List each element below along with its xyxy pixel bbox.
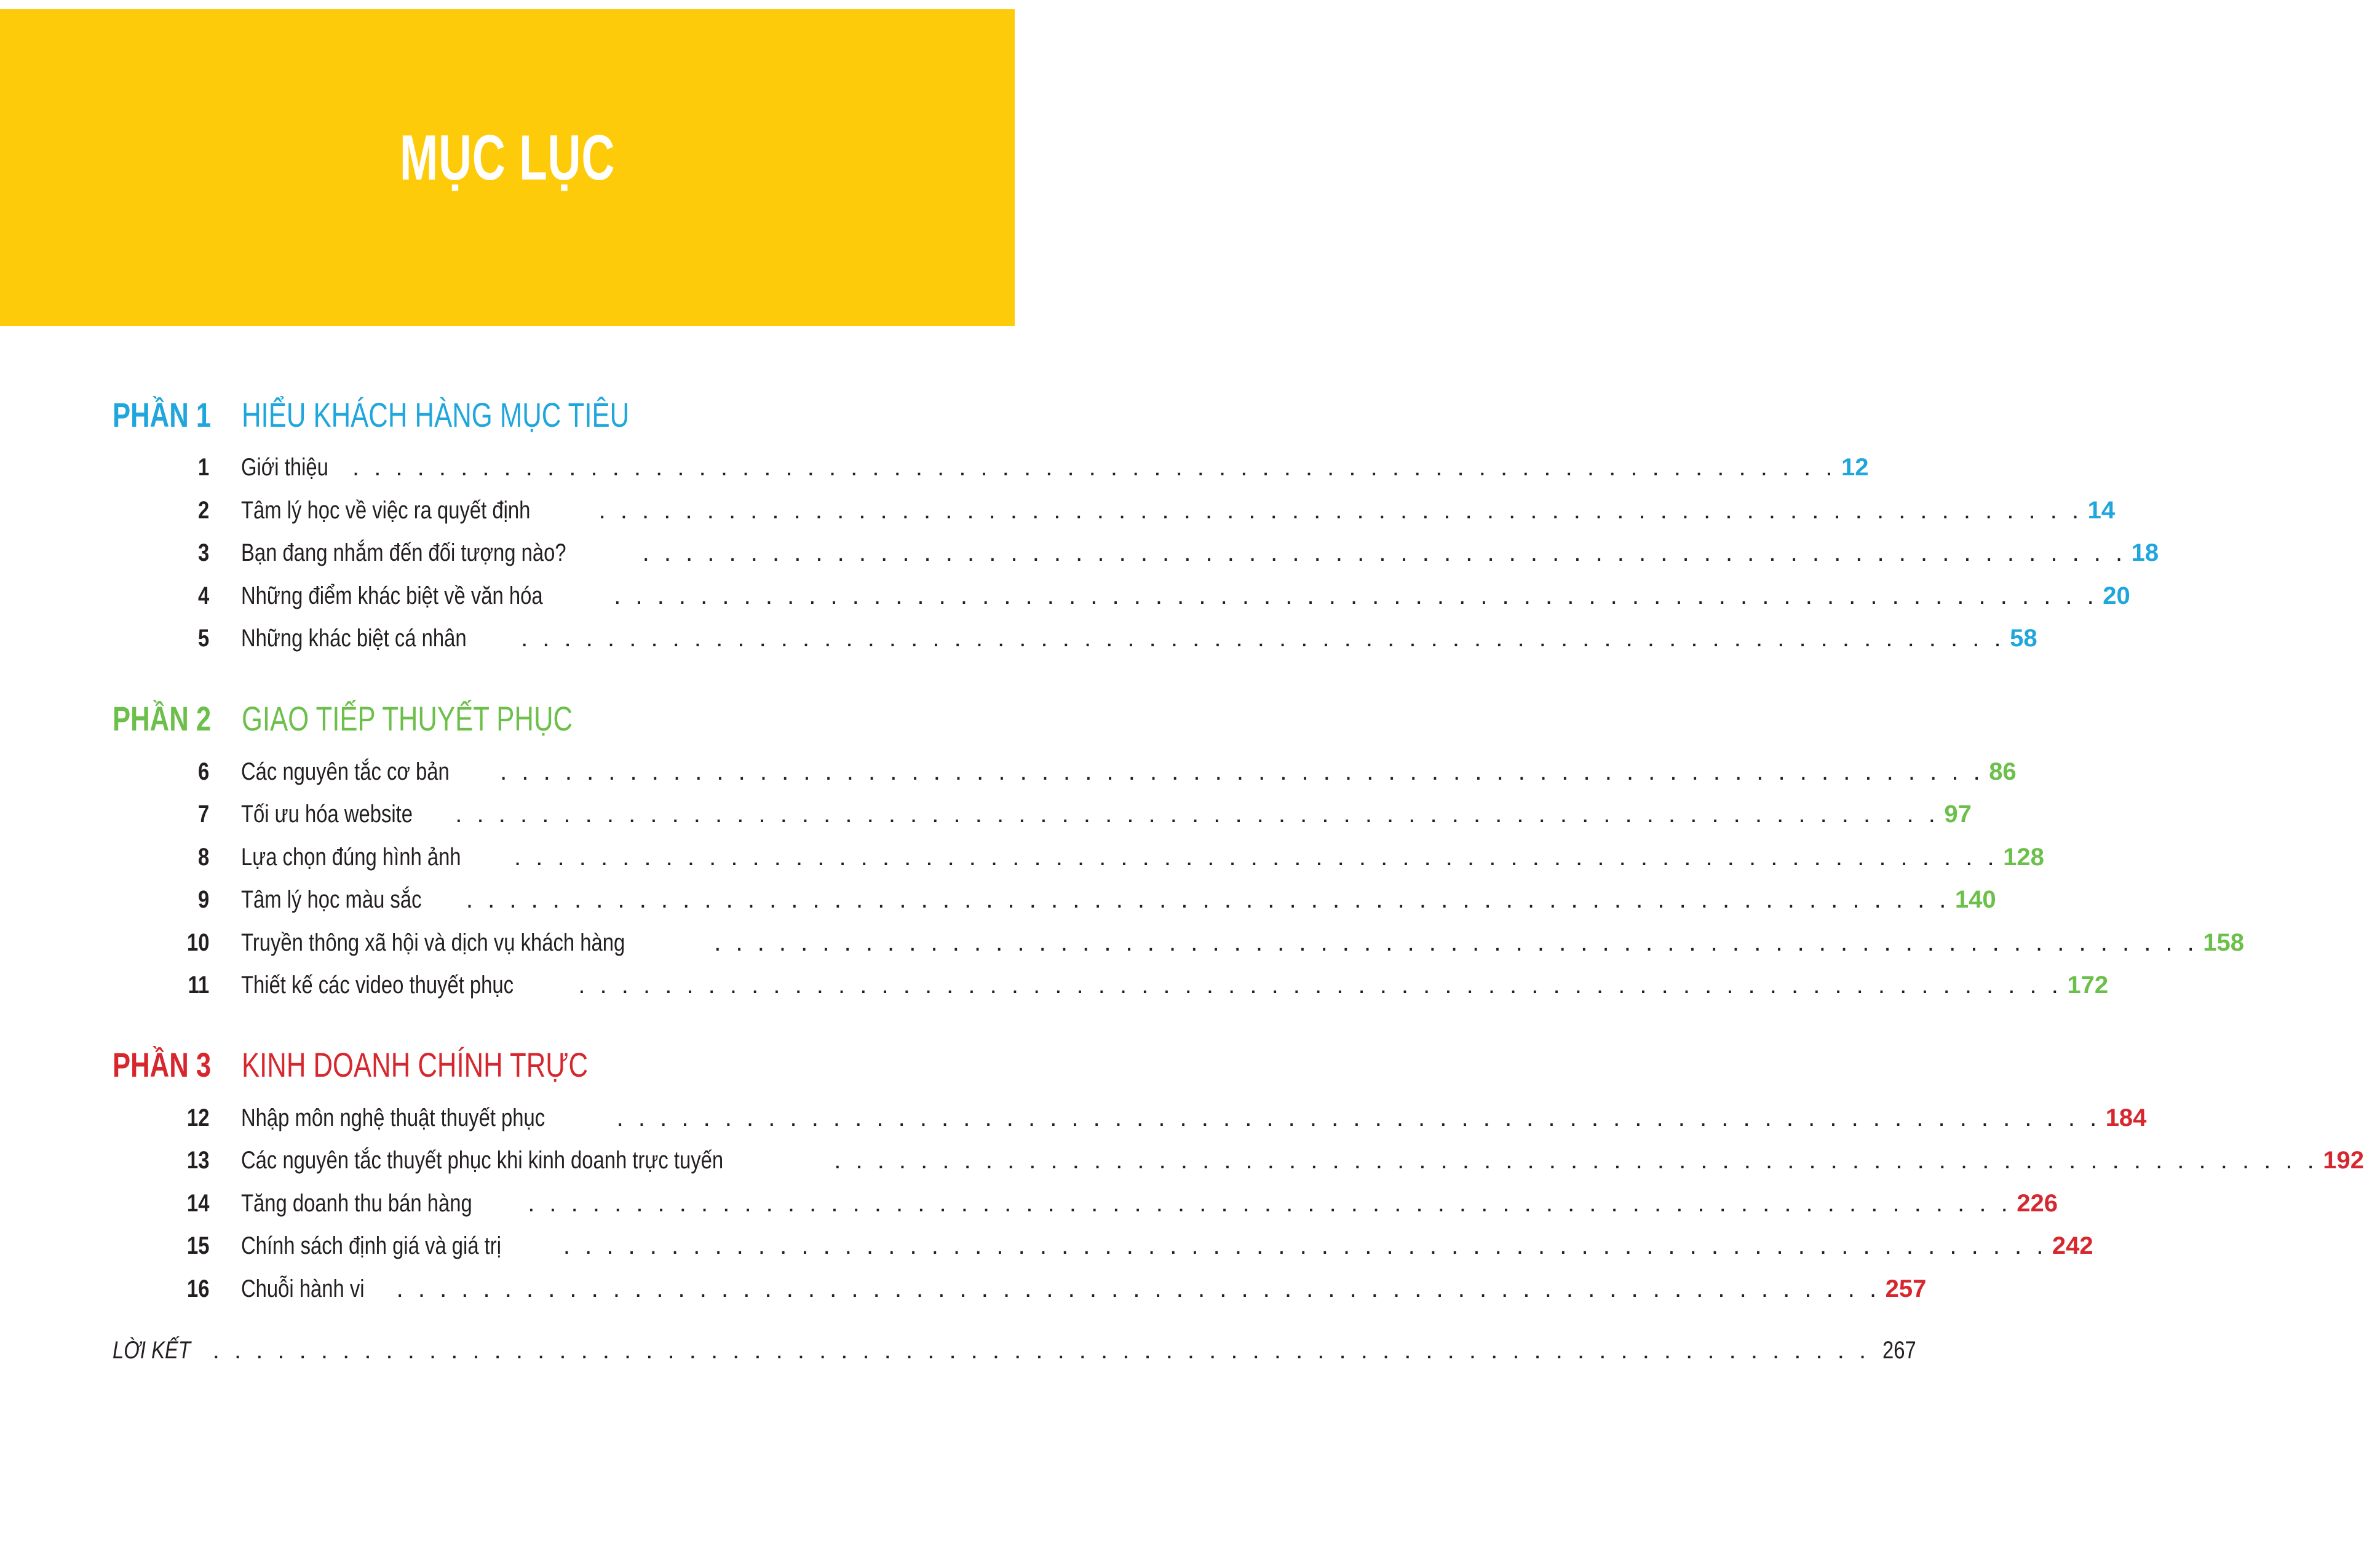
leader-dots: . . . . . . . . . . . . . . . . . . . . . . . . . . . . . . . . . . . . . . . . . . . . . . . . . . . . . . . . . . . . . . . . . . . . . bbox=[563, 1232, 2047, 1259]
chapter-number: 11 bbox=[188, 972, 209, 999]
part-2-heading bbox=[113, 697, 666, 740]
chapter-title: Tăng doanh thu bán hàng bbox=[241, 1190, 472, 1217]
part-3-heading bbox=[113, 1043, 686, 1087]
toc-entry[interactable] bbox=[0, 754, 2017, 789]
toc-entry[interactable] bbox=[0, 1186, 2058, 1221]
page-number: 184 bbox=[2105, 1104, 2147, 1131]
part-label: PHẦN 1 bbox=[113, 395, 212, 434]
toc-entry[interactable] bbox=[0, 1272, 1927, 1306]
page-number: 20 bbox=[2103, 582, 2130, 609]
leader-dots: . . . . . . . . . . . . . . . . . . . . . . . . . . . . . . . . . . . . . . . . . . . . . . . . . . . . . . . . . . . . . . . . . . . . . bbox=[578, 972, 2063, 999]
chapter-number: 13 bbox=[186, 1147, 209, 1174]
toc-entry[interactable] bbox=[0, 536, 2159, 570]
chapter-title: Tâm lý học về việc ra quyết định bbox=[241, 497, 531, 524]
chapter-title: Thiết kế các video thuyết phục bbox=[241, 972, 514, 999]
leader-dots: . . . . . . . . . . . . . . . . . . . . . . . . . . . . . . . . . . . . . . . . . . . . . . . . . . . . . . . . . . . . . . . . . . . . . bbox=[598, 497, 2083, 524]
chapter-title: Chuỗi hành vi bbox=[241, 1275, 365, 1302]
part-label: PHẦN 3 bbox=[113, 1045, 212, 1084]
toc-entry[interactable] bbox=[0, 493, 2116, 528]
toc-entry[interactable] bbox=[0, 925, 2245, 960]
chapter-number: 7 bbox=[197, 801, 209, 828]
leader-dots: . . . . . . . . . . . . . . . . . . . . . . . . . . . . . . . . . . . . . . . . . . . . . . . . . . . . . . . . . . . . . . . . . . . . . bbox=[521, 625, 2005, 652]
chapter-number: 10 bbox=[186, 929, 209, 956]
leader-dots: . . . . . . . . . . . . . . . . . . . . . . . . . . . . . . . . . . . . . . . . . . . . . . . . . . . . . . . . . . . . . . . . . . . . . bbox=[514, 844, 1999, 871]
leader-dots: . . . . . . . . . . . . . . . . . . . . . . . . . . . . . . . . . . . . . . . . . . . . . . . . . . . . . . . . . . . . . . . . . . . . . bbox=[352, 454, 1836, 481]
page-number: 12 bbox=[1841, 454, 1869, 481]
toc-entry[interactable] bbox=[0, 450, 1869, 485]
leader-dots: . . . . . . . . . . . . . . . . . . . . . . . . . . . . . . . . . . . . . . . . . . . . . . . . . . . . . . . . . . . . . . . . . . . . . . . . . . . . . bbox=[212, 1337, 1870, 1364]
page-number: 242 bbox=[2052, 1232, 2093, 1259]
leader-dots: . . . . . . . . . . . . . . . . . . . . . . . . . . . . . . . . . . . . . . . . . . . . . . . . . . . . . . . . . . . . . . . . . . . . . bbox=[528, 1190, 2012, 1217]
leader-dots: . . . . . . . . . . . . . . . . . . . . . . . . . . . . . . . . . . . . . . . . . . . . . . . . . . . . . . . . . . . . . . . . . . . . . bbox=[642, 539, 2127, 566]
leader-dots: . . . . . . . . . . . . . . . . . . . . . . . . . . . . . . . . . . . . . . . . . . . . . . . . . . . . . . . . . . . . . . . . . . . . . bbox=[455, 801, 1940, 828]
chapter-number: 15 bbox=[186, 1232, 209, 1259]
chapter-title: Những khác biệt cá nhân bbox=[241, 625, 467, 652]
toc-entry[interactable] bbox=[0, 1143, 2364, 1178]
toc-entry[interactable] bbox=[0, 797, 1972, 831]
page-number: 14 bbox=[2087, 497, 2116, 524]
chapter-title: Tối ưu hóa website bbox=[241, 801, 413, 828]
chapter-title: Lựa chọn đúng hình ảnh bbox=[241, 844, 461, 871]
leader-dots: . . . . . . . . . . . . . . . . . . . . . . . . . . . . . . . . . . . . . . . . . . . . . . . . . . . . . . . . . . . . . . . . . . . . . bbox=[616, 1104, 2101, 1131]
leader-dots: . . . . . . . . . . . . . . . . . . . . . . . . . . . . . . . . . . . . . . . . . . . . . . . . . . . . . . . . . . . . . . . . . . . . . bbox=[614, 582, 2098, 609]
page-number: 192 bbox=[2323, 1147, 2364, 1174]
page-number: 97 bbox=[1944, 801, 1972, 828]
part-title: HIỂU KHÁCH HÀNG MỤC TIÊU bbox=[242, 395, 630, 434]
page-number: 58 bbox=[2010, 625, 2037, 652]
page-number: 18 bbox=[2131, 539, 2159, 566]
chapter-title: Tâm lý học màu sắc bbox=[241, 886, 422, 913]
chapter-title: Các nguyên tắc thuyết phục khi kinh doanh trực tuyến bbox=[241, 1147, 724, 1174]
toc-entry[interactable] bbox=[0, 882, 1996, 917]
toc-entry[interactable] bbox=[0, 1229, 2093, 1263]
toc-entry[interactable] bbox=[0, 1101, 2147, 1135]
page-number: 128 bbox=[2003, 844, 2044, 871]
chapter-title: Bạn đang nhắm đến đối tượng nào? bbox=[241, 539, 566, 566]
page-title: MỤC LỤC bbox=[399, 122, 616, 194]
chapter-number: 14 bbox=[186, 1190, 209, 1217]
part-1-heading bbox=[113, 394, 739, 437]
page-number: 226 bbox=[2017, 1190, 2058, 1217]
chapter-number: 8 bbox=[197, 844, 209, 871]
toc-entry[interactable] bbox=[0, 968, 2109, 1002]
page-number: 267 bbox=[1882, 1337, 1916, 1364]
chapter-number: 12 bbox=[186, 1104, 209, 1131]
page-number: 158 bbox=[2203, 929, 2245, 956]
leader-dots: . . . . . . . . . . . . . . . . . . . . . . . . . . . . . . . . . . . . . . . . . . . . . . . . . . . . . . . . . . . . . . . . . . . . . bbox=[396, 1275, 1881, 1302]
page-number: 140 bbox=[1954, 886, 1996, 913]
page-number: 172 bbox=[2067, 972, 2109, 999]
part-label: PHẦN 2 bbox=[113, 699, 212, 738]
leader-dots: . . . . . . . . . . . . . . . . . . . . . . . . . . . . . . . . . . . . . . . . . . . . . . . . . . . . . . . . . . . . . . . . . . . . . bbox=[500, 758, 1985, 785]
chapter-number: 16 bbox=[186, 1275, 209, 1302]
page-number: 257 bbox=[1885, 1275, 1927, 1302]
toc-entry[interactable] bbox=[0, 840, 2044, 874]
part-title: KINH DOANH CHÍNH TRỰC bbox=[242, 1045, 589, 1084]
chapter-number: 5 bbox=[197, 625, 209, 652]
chapter-number: 2 bbox=[197, 497, 209, 524]
toc-entry-ending[interactable] bbox=[113, 1333, 1916, 1368]
chapter-title: Các nguyên tắc cơ bản bbox=[241, 758, 450, 785]
chapter-number: 9 bbox=[197, 886, 209, 913]
leader-dots: . . . . . . . . . . . . . . . . . . . . . . . . . . . . . . . . . . . . . . . . . . . . . . . . . . . . . . . . . . . . . . . . . . . . . bbox=[466, 886, 1950, 913]
page-number: 86 bbox=[1989, 758, 2017, 785]
leader-dots: . . . . . . . . . . . . . . . . . . . . . . . . . . . . . . . . . . . . . . . . . . . . . . . . . . . . . . . . . . . . . . . . . . . . . bbox=[714, 929, 2199, 956]
toc-entry[interactable] bbox=[0, 621, 2037, 655]
leader-dots: . . . . . . . . . . . . . . . . . . . . . . . . . . . . . . . . . . . . . . . . . . . . . . . . . . . . . . . . . . . . . . . . . . . . . bbox=[834, 1147, 2318, 1174]
chapter-number: 1 bbox=[197, 454, 209, 481]
ending-title: LỜI KẾT bbox=[113, 1337, 191, 1364]
chapter-title: Chính sách định giá và giá trị bbox=[241, 1232, 502, 1259]
chapter-title: Những điểm khác biệt về văn hóa bbox=[241, 582, 543, 609]
chapter-title: Nhập môn nghệ thuật thuyết phục bbox=[241, 1104, 545, 1131]
part-title: GIAO TIẾP THUYẾT PHỤC bbox=[242, 699, 573, 738]
chapter-number: 4 bbox=[197, 582, 209, 609]
toc-entry[interactable] bbox=[0, 579, 2130, 613]
chapter-number: 6 bbox=[197, 758, 209, 785]
chapter-title: Giới thiệu bbox=[241, 454, 328, 481]
chapter-title: Truyền thông xã hội và dịch vụ khách hàng bbox=[241, 929, 625, 956]
chapter-number: 3 bbox=[197, 539, 209, 566]
